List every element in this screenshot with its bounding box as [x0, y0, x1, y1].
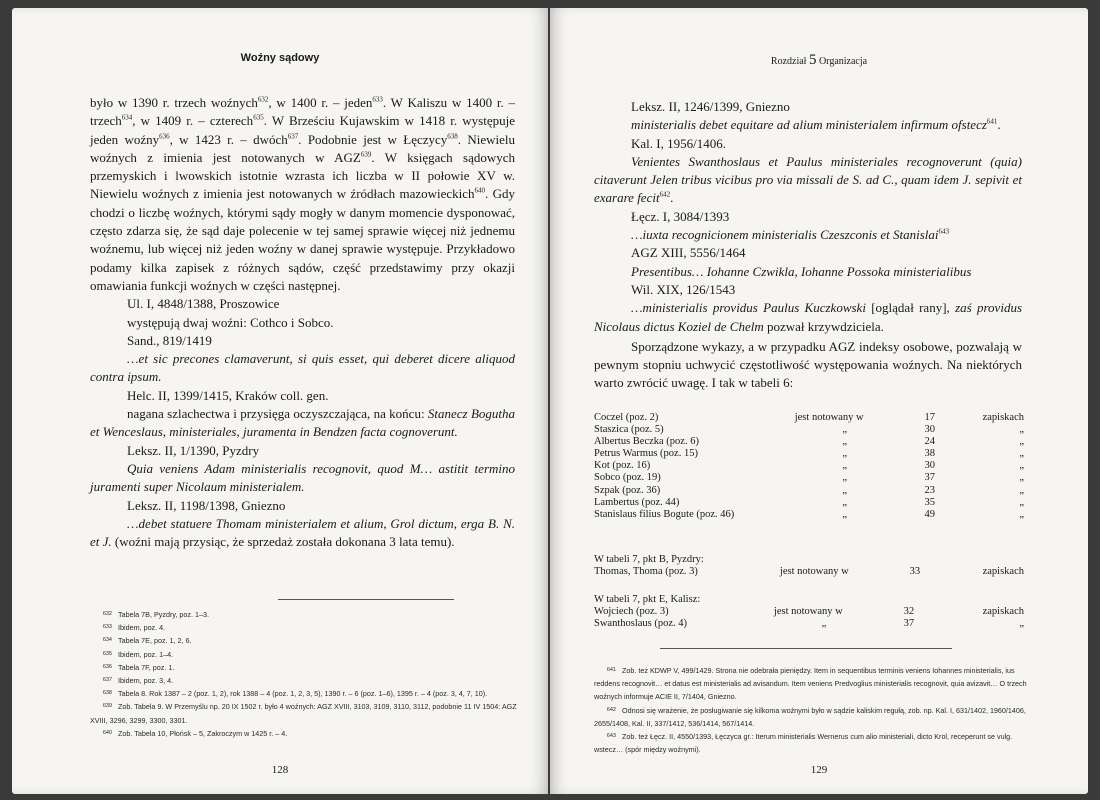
footnote — [90, 648, 520, 661]
table-row — [594, 509, 1024, 521]
text: było w 1390 r. trzech woźnych — [90, 95, 258, 110]
footnote-ref[interactable]: 632 — [257, 95, 269, 104]
footnote — [90, 661, 520, 674]
footnote-number: 638 — [102, 690, 112, 697]
person-name: Stanislaus filius Bogute (poz. 46) — [594, 508, 735, 520]
table-row — [594, 485, 1024, 497]
latin-text: ministerialis debet equitare ad alium ministerialem infirmum ofstecz — [631, 117, 987, 133]
latin-quote — [90, 515, 515, 552]
footnote-text: Ibidem, poz. 3, 4. — [118, 676, 174, 686]
notation-text: „ — [842, 460, 848, 472]
source-citation: Ul. I, 4848/1388, Proszowice — [127, 296, 280, 312]
text: [oglądał rany], — [865, 300, 956, 316]
table-row — [594, 436, 1024, 448]
notation-text: „ — [842, 496, 848, 508]
unit-text: „ — [1019, 436, 1024, 448]
table-row — [594, 497, 1024, 509]
footnote — [594, 664, 1034, 704]
unit-text: „ — [1019, 448, 1024, 460]
unit-text: „ — [1019, 508, 1024, 520]
person-name: Swanthoslaus (poz. 4) — [594, 618, 688, 630]
person-name: Petrus Warmus (poz. 15) — [594, 448, 698, 460]
footnote-ref[interactable]: 642 — [659, 191, 671, 200]
table-heading: W tabeli 7, pkt B, Pyzdry: — [594, 554, 704, 565]
notation-text: „ — [821, 618, 827, 630]
unit-text: zapiskach — [982, 566, 1024, 578]
running-header — [550, 52, 1088, 69]
chapter-number: 5 — [808, 52, 817, 68]
record-count: 30 — [924, 460, 935, 472]
text: (woźni mają przysiąc, że sprzedaż została dokonana 3 lata temu). — [111, 534, 455, 550]
footnote — [90, 621, 520, 634]
notation-text: jest notowany w — [779, 566, 849, 578]
source-citation: AGZ XIII, 5556/1464 — [631, 245, 746, 261]
record-count: 37 — [903, 618, 915, 630]
footnote — [594, 730, 1034, 756]
footnote-number: 639 — [102, 703, 112, 710]
text: , w 1400 r. – jeden — [268, 95, 373, 110]
table-heading-row — [594, 554, 1024, 566]
source-citation: Kal. I, 1956/1406. — [631, 135, 726, 151]
footnote-text: Odnosi się wrażenie, że posługiwanie się kilkoma woźnymi było w sądzie kaliskim regułą, zob. np. Kal. I, 631/1402, 1960/1406, 2655/1408, Kal. II, 337/1412, 536/1414, 567/1414. — [594, 705, 1026, 728]
latin-quote — [90, 460, 515, 497]
footnote-ref[interactable]: 640 — [474, 187, 486, 196]
unit-text: zapiskach — [982, 606, 1024, 618]
person-name: Staszica (poz. 5) — [594, 424, 664, 436]
notation-text: „ — [842, 424, 848, 436]
source-citation: Leksz. II, 1246/1399, Gniezno — [631, 99, 790, 114]
person-name: Albertus Beczka (poz. 6) — [594, 436, 699, 448]
latin-text: …ministerialis providus Paulus Kuczkowski — [631, 300, 866, 316]
footnote — [90, 608, 520, 621]
footnote-text: Zob. też Łęcz. II, 4550/1393, Łęczyca gr.: Iterum ministerialis Wernerus cum alio ministeriali, dicto Krol, receperunt se vulg. wstecz… (spór między woźnymi). — [594, 732, 1013, 755]
left-body-text — [90, 94, 515, 551]
text: pozwał krzywdziciela. — [763, 318, 884, 334]
paragraph: Sporządzone wykazy, a w przypadku AGZ indeksy osobowe, pozwalają w pewnym stopniu uchwycić częstotliwość występowania woźnych. Na niektórych warto zwrócić uwagę. I tak w tabeli 6: — [594, 338, 1022, 391]
footnote — [90, 634, 520, 647]
text: . W Kaliszu w 1400 r. – trzech — [90, 95, 516, 129]
text: nagana szlachectwa i przysięga oczyszczająca, na końcu: — [127, 406, 428, 422]
footnote-divider — [660, 648, 952, 649]
notation-text: „ — [842, 484, 848, 496]
source-citation: Wil. XIX, 126/1543 — [631, 281, 736, 297]
latin-text: zaś providus Nicolaus dictus Koziel de Chelm — [594, 300, 1022, 334]
footnote-ref[interactable]: 635 — [253, 113, 264, 122]
footnote-ref[interactable]: 641 — [986, 117, 998, 126]
chapter-title: Organizacja — [818, 56, 868, 67]
person-name: Coczel (poz. 2) — [594, 412, 659, 423]
footnote-ref[interactable]: 643 — [938, 227, 950, 236]
footnote-text: Zob. Tabela 10, Płońsk – 5, Zakroczym w 1425 r. – 4. — [118, 728, 288, 738]
record-count: 23 — [924, 484, 935, 496]
running-header: Woźny sądowy — [240, 52, 320, 64]
record-count: 38 — [924, 448, 935, 460]
footnotes — [90, 608, 520, 740]
text: . W księgach sądowych przemyskich i lwowskich istotnie wzrasta ich liczba w II połowie XV w. Niewielu woźnych z imienia jest notowanych w źródłach mazowieckich — [90, 149, 515, 202]
table-row — [594, 448, 1024, 460]
footnote — [90, 687, 520, 700]
latin-quote — [594, 299, 1022, 336]
record-count: 37 — [924, 472, 935, 484]
latin-text: …et sic precones clamaverunt, si quis esset, qui deberet dicere aliquod contra ipsum. — [90, 351, 515, 385]
person-name: Szpak (poz. 36) — [594, 484, 661, 496]
footnote-number: 643 — [606, 733, 616, 740]
footnote-ref[interactable]: 634 — [121, 113, 133, 122]
person-name: Lambertus (poz. 44) — [594, 496, 680, 508]
footnote — [90, 727, 520, 740]
text: . Niewielu woźnych z imienia jest notowanych w AGZ — [90, 131, 515, 165]
person-name: Sobco (poz. 19) — [594, 472, 661, 484]
table-row — [594, 460, 1024, 472]
footnote-text: Tabela 7E, poz. 1, 2, 6. — [118, 636, 192, 646]
footnote-ref[interactable]: 633 — [372, 95, 383, 104]
footnote-number: 641 — [606, 667, 616, 673]
unit-text: „ — [1019, 618, 1024, 630]
footnote — [90, 674, 520, 687]
person-name: Wojciech (poz. 3) — [594, 606, 669, 618]
unit-text: „ — [1019, 424, 1024, 436]
footnote-number: 632 — [102, 611, 112, 617]
footnote — [594, 704, 1034, 730]
footnote-text: Ibidem, poz. 1–4. — [118, 649, 174, 659]
footnote-ref[interactable]: 639 — [360, 150, 372, 159]
source-citation: Leksz. II, 1198/1398, Gniezno — [127, 497, 286, 513]
latin-quote — [594, 226, 1022, 244]
text: , w 1423 r. – dwóch — [169, 131, 288, 147]
chapter-label: Rozdział — [770, 56, 807, 67]
paragraph — [90, 94, 515, 295]
footnote-number: 636 — [102, 663, 112, 670]
notation-text: „ — [842, 472, 848, 484]
page-number: 128 — [271, 764, 289, 776]
footnote-number: 634 — [102, 637, 112, 644]
latin-text: Venientes Swanthoslaus et Paulus ministeriales recognoverunt (quia) citaverunt Jelen tribus vicibus pro via missali de S. ad C., quam idem J. sepivit et exarare fecit — [594, 153, 1022, 206]
table-row — [594, 412, 1024, 424]
record-count: 49 — [924, 508, 935, 520]
person-name: Thomas, Thoma (poz. 3) — [594, 566, 698, 578]
table-heading-row — [594, 594, 1024, 606]
table-row — [594, 472, 1024, 484]
table-row — [594, 424, 1024, 436]
latin-quote: Venientes Swanthoslaus et Paulus ministeriales recognoverunt (quia) citaverunt Jelen tribus vicibus pro via missali de S. ad C., quam idem J. sepivit et exarare fecit$^{642}$. — [594, 153, 1022, 206]
source-citation: Sand., 819/1419 — [127, 332, 212, 348]
latin-quote — [90, 350, 515, 387]
footnote-number: 640 — [102, 729, 112, 736]
unit-text: „ — [1019, 484, 1024, 496]
unit-text: „ — [1019, 472, 1024, 484]
latin-text: …debet statuere Thomam ministerialem et alium, Grol dictum, erga B. N. et J. — [90, 515, 515, 550]
latin-text: Stanecz Bogutha et Wenceslaus, ministeriales, juramenta in Bendzen facta cognoverunt. — [90, 406, 516, 440]
source-citation: Helc. II, 1399/1415, Kraków coll. gen. — [127, 387, 329, 403]
frequency-table-6 — [594, 412, 1024, 521]
frequency-table-7e — [594, 594, 1024, 630]
footnote-text: Ibidem, poz. 4. — [118, 623, 166, 633]
latin-quote — [594, 263, 1022, 281]
page-number: 129 — [810, 764, 828, 776]
notation-text: „ — [842, 448, 848, 460]
source-citation: Leksz. II, 1/1390, Pyzdry — [127, 442, 260, 458]
left-page — [12, 8, 548, 794]
footnote-number: 637 — [102, 677, 112, 684]
source-note — [90, 405, 515, 442]
footnote-ref[interactable]: 638 — [447, 132, 458, 141]
footnote-divider — [278, 599, 454, 600]
notation-text: jest notowany w — [794, 412, 864, 423]
text: . W Brześciu Kujawskim w 1418 r. występuje jeden woźny — [90, 113, 515, 147]
table-row — [594, 618, 1024, 630]
text: , w 1409 r. – czterech — [132, 113, 254, 129]
footnotes — [594, 664, 1034, 756]
footnote-text: Tabela 8. Rok 1387 – 2 (poz. 1, 2), rok 1388 – 4 (poz. 1, 2, 3, 5), 1390 r. – 6 (poz. 1–6), 1395 r. – 4 (poz. 3, 4, 7, 10). — [118, 689, 488, 699]
person-name: Kot (poz. 16) — [594, 460, 651, 472]
record-count: 17 — [924, 412, 935, 423]
footnote-number: 635 — [102, 650, 112, 657]
table-row — [594, 606, 1024, 618]
latin-quote: ministerialis debet equitare ad alium ministerialem infirmum ofstecz$^{641}$. — [631, 117, 1001, 133]
footnote-text: Zob. też KDWP V, 499/1429. Strona nie odebrała pieniędzy. Item in sequentibus terminis veniens Iohannes ministerialis, ius reddens recognovit… et datus est ministerialis ad avisandum. Item veniens Predvoglius ministerialis recognovit, quia avizavit… O trzech woźnych informuje ACIE II, 7/1404, Gniezno. — [594, 666, 1027, 702]
unit-text: zapiskach — [982, 412, 1024, 423]
record-count: 35 — [924, 496, 935, 508]
footnote-text: Tabela 7B, Pyzdry, poz. 1–3. — [118, 610, 209, 619]
text: . Podobnie jest w Łęczycy — [298, 131, 448, 147]
footnote-number: 642 — [606, 706, 616, 713]
unit-text: „ — [1019, 460, 1024, 472]
notation-text: jest notowany w — [773, 606, 843, 618]
right-body-text — [594, 98, 1022, 393]
notation-text: „ — [842, 436, 848, 448]
frequency-table-7b — [594, 554, 1024, 578]
footnote — [90, 700, 520, 726]
footnote-ref[interactable]: 636 — [159, 132, 170, 141]
footnote-ref[interactable]: 637 — [287, 132, 299, 141]
footnote-text: Tabela 7F, poz. 1. — [118, 662, 175, 672]
source-note: występują dwaj woźni: Cothco i Sobco. — [127, 314, 334, 330]
notation-text: „ — [842, 508, 848, 520]
record-count: 33 — [909, 566, 921, 578]
unit-text: „ — [1019, 496, 1024, 508]
footnote-text: Zob. Tabela 9. W Przemyślu np. 20 IX 1502 r. było 4 woźnych: AGZ XVIII, 3103, 3109, 3110, 3112, podobnie 11 IV 1504: AGZ XVIII, 3296, 3299, 3300, 3301. — [90, 702, 517, 725]
record-count: 30 — [924, 424, 935, 436]
latin-text: Presentibus… Iohanne Czwikla, Iohanne Possoka ministerialibus — [631, 263, 972, 279]
table-heading: W tabeli 7, pkt E, Kalisz: — [594, 594, 701, 605]
source-citation: Łęcz. I, 3084/1393 — [631, 208, 730, 224]
right-page — [550, 8, 1088, 794]
latin-text: …iuxta recognicionem ministerialis Czeszconis et Stanislai — [631, 227, 939, 243]
table-row — [594, 566, 1024, 578]
footnote-number: 633 — [102, 624, 112, 631]
record-count: 32 — [903, 606, 915, 618]
record-count: 24 — [924, 436, 935, 448]
text: . Gdy chodzi o liczbę woźnych, którymi sądy mogły w danym momencie dysponować, często zdarza się, że sąd daje polecenie w tej samej sprawie więcej niż jednemu woźnemu, lub więcej niż jeden woźny w danej sprawie występuje. Przykładowo podamy kilka zapisek z różnych sądów, część przedstawimy przy okazji omawiania funkcji woźnych w części następnej. — [90, 186, 515, 293]
latin-text: Quia veniens Adam ministerialis recognovit, quod M… astitit termino juramenti super Nicolaum ministerialem. — [90, 460, 515, 495]
